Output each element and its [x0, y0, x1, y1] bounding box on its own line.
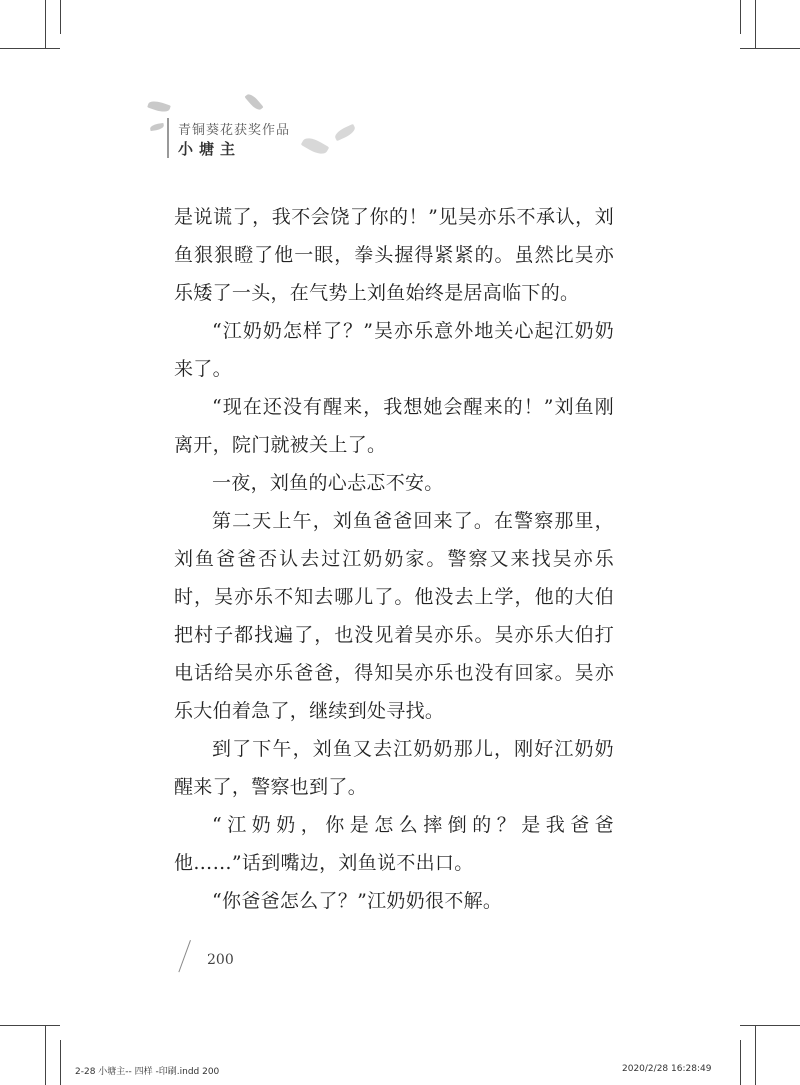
crop-mark: [60, 0, 61, 34]
paragraph: “江奶奶，你是怎么摔倒的？是我爸爸他……”话到嘴边，刘鱼说不出口。: [174, 814, 614, 874]
crop-mark: [755, 1025, 756, 1085]
crop-mark: [0, 1025, 60, 1026]
petal-decoration-icon: [333, 124, 357, 141]
print-file-info: 2-28 小塘主-- 四样 -印刷.indd 200: [75, 1067, 220, 1077]
petal-decoration-icon: [147, 99, 171, 114]
crop-mark: [740, 0, 741, 34]
print-timestamp: 2020/2/28 16:28:49: [622, 1064, 712, 1074]
petal-decoration-icon: [301, 134, 330, 157]
body-text: [174, 198, 614, 920]
paragraph: “你爸爸怎么了？”江奶奶很不解。: [212, 890, 503, 912]
paragraph: 一夜，刘鱼的心忐忑不安。: [212, 472, 444, 494]
page-number: 200: [207, 952, 234, 968]
petal-decoration-icon: [245, 92, 264, 112]
paragraph: 是说谎了，我不会饶了你的！”见吴亦乐不承认，刘鱼狠狠瞪了他一眼，拳头握得紧紧的。虽然比吴亦乐矮了一头，在气势上刘鱼始终是居高临下的。: [174, 206, 614, 304]
paragraph: “江奶奶怎样了？”吴亦乐意外地关心起江奶奶来了。: [174, 320, 614, 380]
paragraph: “现在还没有醒来，我想她会醒来的！”刘鱼刚离开，院门就被关上了。: [174, 396, 614, 456]
crop-mark: [60, 1040, 61, 1085]
paragraph: 到了下午，刘鱼又去江奶奶那儿，刚好江奶奶醒来了，警察也到了。: [174, 738, 614, 798]
crop-mark: [755, 0, 756, 48]
page-number-slash: [178, 940, 191, 972]
crop-mark: [45, 0, 46, 48]
series-title: 青铜葵花获奖作品: [178, 123, 291, 138]
crop-mark: [45, 1025, 46, 1085]
crop-mark: [740, 48, 800, 49]
petal-decoration-icon: [150, 123, 165, 131]
paragraph: 第二天上午，刘鱼爸爸回来了。在警察那里，刘鱼爸爸否认去过江奶奶家。警察又来找吴亦乐时，吴亦乐不知去哪儿了。他没去上学，他的大伯把村子都找遍了，也没见着吴亦乐。吴亦乐大伯打电话给吴亦乐爸爸，得知吴亦乐也没有回家。吴亦乐大伯着急了，继续到处寻找。: [174, 510, 614, 722]
book-title: 小塘主: [178, 140, 242, 158]
crop-mark: [740, 1040, 741, 1085]
crop-mark: [0, 48, 60, 49]
crop-mark: [740, 1025, 800, 1026]
header-divider: [167, 118, 169, 158]
